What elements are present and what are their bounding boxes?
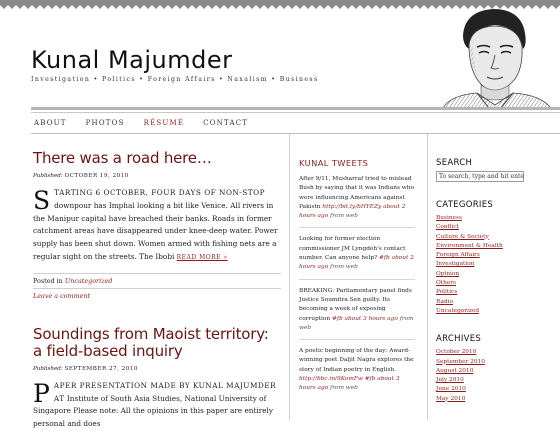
category-link[interactable]: Environment & Health (436, 242, 503, 249)
post-title[interactable]: There was a road here… (33, 149, 212, 167)
archive-link[interactable]: May 2010 (436, 395, 466, 402)
column-divider-left (289, 134, 290, 420)
category-link[interactable]: Investigation (436, 261, 475, 268)
column-divider-right (427, 134, 428, 420)
site-title[interactable]: Kunal Majumder (31, 46, 233, 74)
post-body-text: Institute of South Asia Studies, National University of Singapore Please note: All the opinions in this paper are entirely personal and does (33, 393, 273, 429)
nav-contact[interactable]: CONTACT (203, 119, 249, 127)
archive-link[interactable]: August 2010 (436, 367, 474, 374)
tweet-text: BREAKING: Parliamentary panel finds Justice Soumitra Sen guilty. Its becoming a week of exposing corruption (299, 287, 412, 322)
post-date: SEPTEMBER 27, 2010 (64, 365, 138, 372)
archive-link[interactable]: September 2010 (436, 358, 485, 365)
posted-in-label: Posted in (33, 276, 63, 285)
search-input[interactable]: To search, type and hit ente (436, 171, 524, 182)
post-footer (33, 276, 281, 287)
category-link[interactable]: Radio (436, 298, 454, 305)
tweet-link[interactable]: http://bit.ly/bHYEZy (322, 203, 382, 210)
author-portrait (433, 5, 560, 108)
category-link[interactable]: Politics (436, 289, 458, 296)
nav-about[interactable]: ABOUT (34, 119, 67, 127)
tweet-text: A poetic beginning of the day: Award-winning poet Daljit Nagra explores the story of Indian poetry in English. (299, 348, 414, 373)
tweet-source: from web (330, 385, 358, 392)
nav-divider (31, 133, 560, 134)
nav-photos[interactable]: PHOTOS (85, 119, 125, 127)
sidebar (436, 158, 560, 404)
tweet-source: from web (330, 264, 358, 271)
tweet-text: After 9/11, Musharraf tried to mislead Bush by saying that it was Indians who were influencing Americans against Pakistn (299, 176, 414, 210)
post-meta (33, 366, 281, 372)
category-link[interactable]: Others (436, 280, 456, 287)
published-label: Published: (33, 173, 63, 179)
tweet-time-link[interactable]: about 3 hours ago (344, 315, 398, 322)
post-meta (33, 173, 281, 179)
archive-link[interactable]: June 2010 (436, 386, 466, 393)
tweet-text: Looking for former election commissioner JM Lyngdoh's contact number. Can anyone help? (299, 236, 406, 262)
archive-link[interactable]: October 2010 (436, 349, 477, 356)
read-more-link[interactable]: READ MORE » (176, 253, 228, 261)
category-link[interactable]: Opinion (436, 270, 460, 277)
post-divider (33, 288, 281, 289)
categories-list (436, 214, 560, 316)
drop-cap: S (33, 186, 51, 215)
drop-cap: P (33, 378, 50, 408)
nav-resume[interactable]: RÉSUMÉ (143, 119, 185, 127)
tweet-hashtag-link[interactable]: #fb (379, 255, 390, 262)
post-excerpt (33, 187, 281, 265)
tweet-link[interactable]: http://bbc.in/9KomFw (299, 376, 363, 383)
post-comments (33, 291, 281, 302)
post (33, 326, 281, 431)
tweet-time-link[interactable]: about 3 hours ago (299, 376, 400, 392)
tweet-hashtag-link[interactable]: #fb (364, 376, 376, 383)
category-link[interactable]: Uncategorized (64, 276, 113, 285)
category-link[interactable]: Uncategorized (436, 307, 480, 314)
post (33, 150, 281, 302)
published-label: Published: (33, 365, 63, 372)
category-link[interactable]: Business (436, 215, 462, 221)
archives-heading: ARCHIVES (436, 334, 482, 345)
tweet-item (299, 168, 415, 228)
tweets-column (299, 158, 415, 400)
tweets-heading: KUNAL TWEETS (299, 158, 369, 168)
category-link[interactable]: Foreign Affairs (436, 252, 480, 259)
header-divider-thin (31, 112, 560, 113)
post-lead: APER PRESENTATION MADE BY KUNAL MAJUMDER AT (53, 380, 277, 403)
archives-list (436, 348, 560, 404)
tweet-hashtag-link[interactable]: #fb (331, 315, 343, 322)
tweet-source: from web (299, 315, 414, 331)
tweet-time-link[interactable]: about 2 hours ago (299, 255, 414, 271)
post-title[interactable]: Soundings from Maoist territory: a field-based inquiry (33, 324, 269, 360)
category-link[interactable]: Culture & Society (436, 233, 489, 240)
categories-heading: CATEGORIES (436, 200, 494, 210)
archive-link[interactable]: July 2010 (436, 377, 464, 384)
post-excerpt (33, 380, 281, 431)
post-body-text: downpour has Imphal looking a bit like Venice. All rivers in the Manipur capital have breached their banks. Roads in former catchment areas have disappeared under knee-deep water. Power supply has been shut down. Women armed with fishing nets are a regular sight on the streets. The Ibobi (33, 200, 278, 261)
tweet-source: from web (330, 213, 358, 220)
tweet-item (299, 228, 415, 279)
tweet-time-link[interactable]: about 2 hours ago (299, 203, 406, 220)
header-divider (31, 107, 560, 110)
search-heading: SEARCH (436, 158, 473, 168)
post-divider (33, 273, 281, 274)
leave-comment-link[interactable]: Leave a comment (33, 292, 91, 301)
post-date: OCTOBER 19, 2010 (64, 173, 129, 179)
main-nav (31, 116, 267, 130)
site-tagline: Investigation • Politics • Foreign Affairs • Naxalism • Business (31, 76, 319, 83)
tweet-item (299, 340, 415, 399)
posts-column (33, 150, 281, 431)
tweet-item (299, 280, 415, 340)
post-lead: TARTING 6 OCTOBER, FOUR DAYS OF NON-STOP (54, 188, 266, 197)
category-link[interactable]: Conflict (436, 224, 459, 231)
